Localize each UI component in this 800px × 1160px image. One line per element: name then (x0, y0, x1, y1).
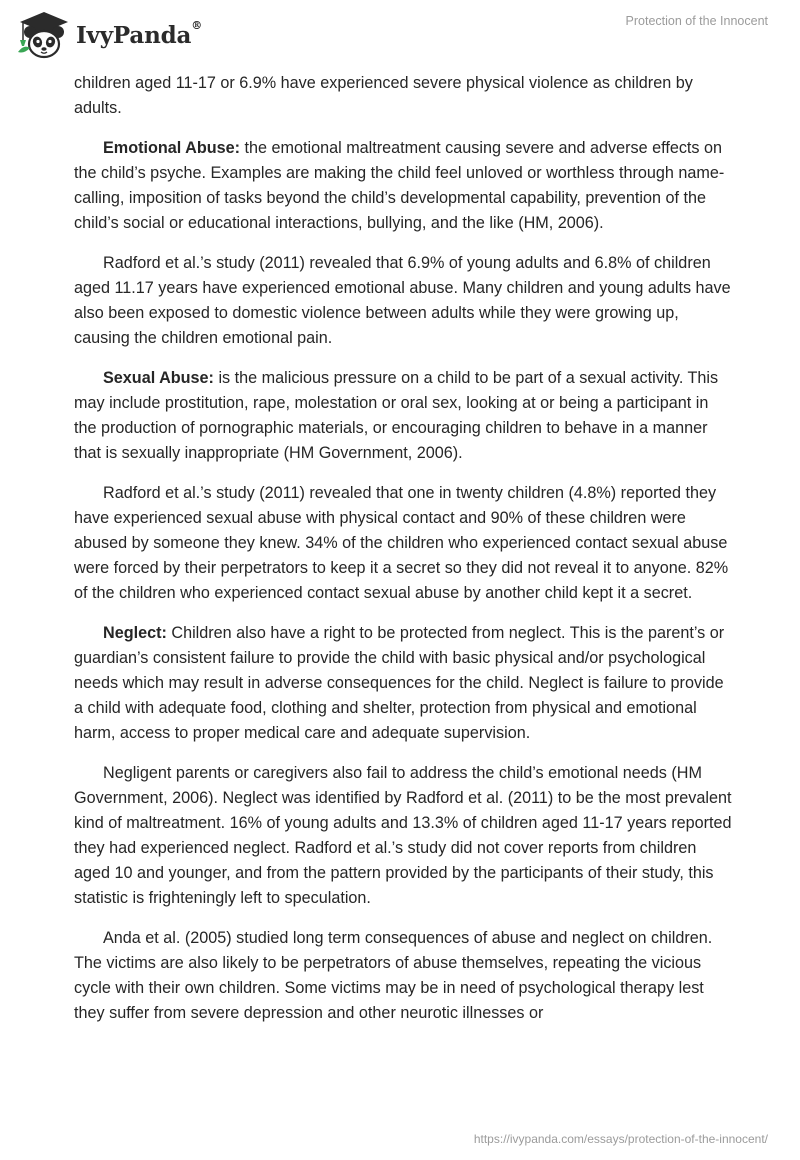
paragraph-long-term-consequences: Anda et al. (2005) studied long term consequences of abuse and neglect on children. The victims are also likely to be perpetrators of abuse themselves, repeating the vicious cycle with their own children. Some victims may be in need of psychological therapy lest they suffer from severe depression and other neurotic illnesses or (74, 929, 713, 1022)
essay-body (74, 71, 734, 1041)
paragraph-neglect-stats: Negligent parents or caregivers also fail to address the child’s emotional needs (HM Government, 2006). Neglect was identified by Radford et al. (2011) to be the most prevalent kind of maltreatment. 16% of young adults and 13.3% of children aged 11-17 years reported they had experienced neglect. Radford et al.’s study did not cover reports from children aged 10 and younger, and from the pattern provided by the participants of their study, this statistic is frighteningly left to speculation. (74, 764, 732, 907)
panda-graduation-cap-icon (14, 8, 72, 60)
paragraph-neglect: Neglect: Children also have a right to be protected from neglect. This is the parent’s or guardian’s consistent failure to provide the child with basic physical and/or psychological needs which may result in adverse consequences for the child. Neglect is failure to provide a child with adequate food, clothing and shelter, protection from physical and emotional harm, access to proper medical care and adequate supervision. (74, 624, 725, 742)
source-url[interactable]: https://ivypanda.com/essays/protection-of-the-innocent/ (473, 1132, 768, 1146)
paragraph-continuation: children aged 11-17 or 6.9% have experienced severe physical violence as children by adults. (74, 74, 693, 117)
term-sexual-abuse: Sexual Abuse: (103, 369, 214, 387)
paragraph-sexual-abuse: Sexual Abuse: is the malicious pressure on a child to be part of a sexual activity. This may include prostitution, rape, molestation or oral sex, looking at or being a participant in the production of pornographic materials, or encouraging children to behave in a manner that is sexually inappropriate (HM Government, 2006). (74, 369, 719, 462)
paragraph-sexual-abuse-stats: Radford et al.’s study (2011) revealed that one in twenty children (4.8%) reported they have experienced sexual abuse with physical contact and 90% of these children were abused by someone they knew. 34% of the children who experienced contact sexual abuse were forced by their perpetrators to keep it a secret so they did not reveal it to anyone. 82% of the children who experienced contact sexual abuse by another child kept it a secret. (74, 484, 729, 602)
paragraph-emotional-abuse: Emotional Abuse: the emotional maltreatment causing severe and adverse effects on the child’s psyche. Examples are making the child feel unloved or worthless through name-calling, imposition of tasks beyond the child’s developmental capability, prevention of the child’s social or educational interactions, bullying, and the like (HM, 2006). (74, 139, 725, 232)
registered-mark: ® (191, 18, 202, 32)
term-neglect: Neglect: (103, 624, 167, 642)
brand-name: IvyPanda® (76, 18, 202, 49)
term-emotional-abuse: Emotional Abuse: (103, 139, 241, 157)
document-title: Protection of the Innocent (625, 14, 768, 28)
brand-logo[interactable] (14, 8, 202, 60)
paragraph-emotional-abuse-stats: Radford et al.’s study (2011) revealed that 6.9% of young adults and 6.8% of children aged 11.17 years have experienced emotional abuse. Many children and young adults have also been exposed to domestic violence between adults while they were growing up, causing the children emotional pain. (74, 254, 731, 347)
page-header (0, 0, 800, 70)
